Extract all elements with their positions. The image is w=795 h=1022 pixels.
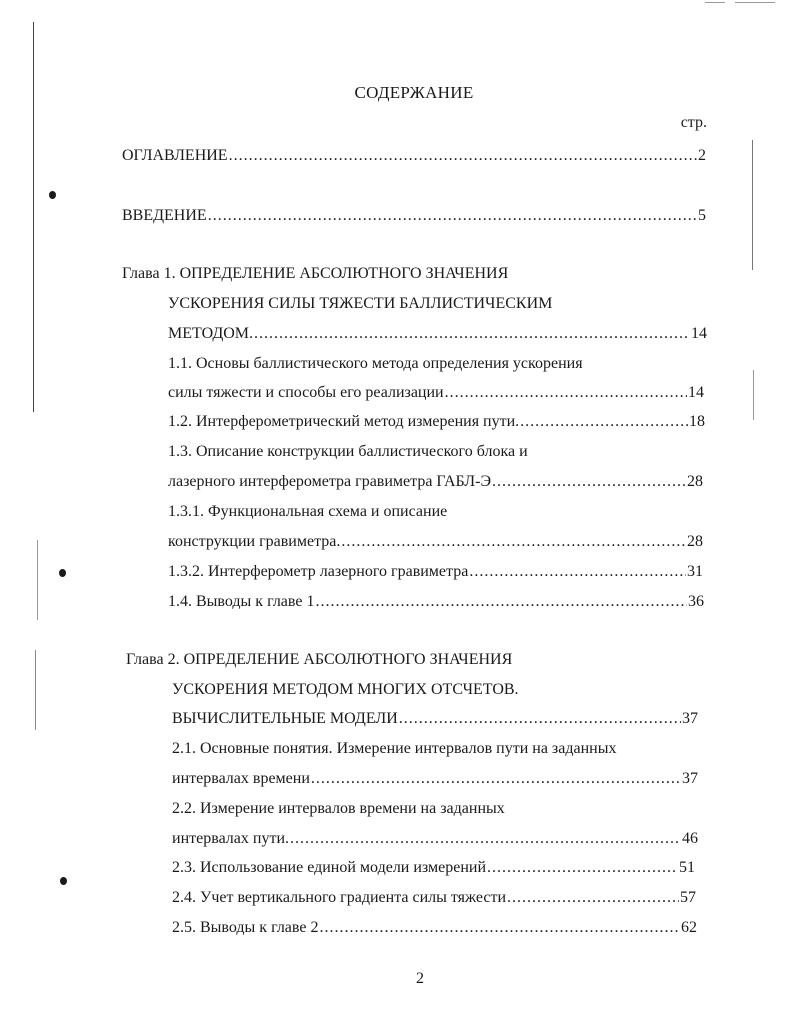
toc-entry[interactable]: [168, 472, 703, 492]
toc-entry[interactable]: [172, 829, 698, 849]
leader-dots: [399, 709, 681, 729]
scan-punch-dot: [49, 191, 56, 199]
toc-entry-text: ВВЕДЕНИЕ: [122, 207, 207, 224]
leader-dots: [487, 858, 678, 878]
toc-entry[interactable]: [168, 592, 704, 612]
toc-entry-text: 1.3.2. Интерферометр лазерного гравиметра: [168, 563, 469, 580]
toc-entry-page: 2: [698, 147, 706, 164]
toc-entry-page: 46: [682, 830, 698, 847]
scan-margin-line: [35, 650, 36, 730]
section-heading: 1.3.1. Функциональная схема и описание: [168, 503, 448, 520]
leader-dots: [315, 592, 687, 612]
scan-right-line: [752, 140, 753, 270]
scan-punch-dot: [60, 877, 67, 885]
toc-entry-page: 51: [679, 859, 695, 876]
toc-entry-text: 1.4. Выводы к главе 1: [168, 593, 315, 610]
scan-margin-line: [37, 540, 38, 620]
toc-entry-text: лазерного интерферометра гравиметра ГАБЛ-Э: [168, 473, 492, 490]
scan-right-line: [753, 370, 754, 420]
toc-entry[interactable]: [172, 858, 695, 878]
toc-entry-text: интервалах пути.: [172, 830, 290, 847]
leader-dots: [254, 324, 690, 344]
chapter-heading: УСКОРЕНИЯ СИЛЫ ТЯЖЕСТИ БАЛЛИСТИЧЕСКИМ: [168, 295, 553, 312]
toc-entry[interactable]: [168, 562, 703, 582]
toc-entry[interactable]: [172, 769, 698, 789]
toc-entry-page: 57: [680, 889, 696, 906]
toc-entry-page: 31: [687, 563, 703, 580]
toc-entry[interactable]: [122, 206, 706, 226]
leader-dots: [469, 562, 686, 582]
leader-dots: [208, 206, 697, 226]
leader-dots: [445, 383, 687, 403]
toc-entry-text: конструкции гравиметра.: [168, 533, 341, 550]
toc-entry-page: 37: [682, 710, 698, 727]
toc-entry-page: 62: [681, 919, 697, 936]
toc-entry-text: ВЫЧИСЛИТЕЛЬНЫЕ МОДЕЛИ: [172, 710, 398, 727]
leader-dots: [341, 532, 686, 552]
toc-entry-page: 14: [688, 384, 704, 401]
toc-entry[interactable]: [172, 709, 698, 729]
scan-punch-dot: [59, 569, 66, 577]
toc-entry[interactable]: [168, 412, 705, 432]
toc-entry[interactable]: [168, 324, 707, 344]
chapter-heading: Глава 1. ОПРЕДЕЛЕНИЕ АБСОЛЮТНОГО ЗНАЧЕНИЯ: [122, 265, 509, 282]
leader-dots: [520, 412, 688, 432]
toc-entry-page: 36: [688, 593, 704, 610]
toc-entry-text: 1.2. Интерферометрический метод измерения пути.: [168, 413, 520, 430]
toc-entry-page: 37: [682, 770, 698, 787]
chapter-heading: Глава 2. ОПРЕДЕЛЕНИЕ АБСОЛЮТНОГО ЗНАЧЕНИЯ: [126, 651, 513, 668]
leader-dots: [319, 918, 680, 938]
toc-entry[interactable]: [168, 532, 703, 552]
toc-entry-text: 2.4. Учет вертикального градиента силы тяжести: [172, 889, 507, 906]
leader-dots: [507, 888, 679, 908]
scan-corner-mark: [735, 2, 775, 3]
toc-entry-page: 14: [691, 325, 707, 342]
section-heading: 1.3. Описание конструкции баллистического блока и: [168, 443, 528, 460]
toc-entry-text: интервалах времени: [172, 770, 310, 787]
leader-dots: [229, 146, 697, 166]
toc-entry-page: 28: [687, 533, 703, 550]
section-heading: 2.2. Измерение интервалов времени на заданных: [172, 800, 505, 817]
toc-entry-text: 2.5. Выводы к главе 2: [172, 919, 319, 936]
toc-entry-text: 2.3. Использование единой модели измерений: [172, 859, 487, 876]
toc-entry-text: ОГЛАВЛЕНИЕ: [122, 147, 228, 164]
toc-entry-page: 28: [687, 473, 703, 490]
leader-dots: [290, 829, 681, 849]
section-heading: 1.1. Основы баллистического метода определения ускорения: [168, 355, 583, 372]
toc-entry[interactable]: [172, 918, 697, 938]
chapter-heading: УСКОРЕНИЯ МЕТОДОМ МНОГИХ ОТСЧЕТОВ.: [172, 681, 519, 698]
scan-corner-mark: [705, 2, 725, 3]
toc-entry-page: 18: [689, 413, 705, 430]
toc-entry-page: 5: [698, 207, 706, 224]
toc-entry-text: МЕТОДОМ.: [168, 325, 254, 342]
toc-entry-text: силы тяжести и способы его реализации: [168, 384, 444, 401]
toc-entry[interactable]: [168, 383, 704, 403]
page-title: СОДЕРЖАНИЕ: [354, 83, 474, 102]
page-column-label: стр.: [680, 114, 707, 131]
leader-dots: [492, 472, 686, 492]
toc-entry[interactable]: [172, 888, 696, 908]
leader-dots: [311, 769, 681, 789]
section-heading: 2.1. Основные понятия. Измерение интервалов пути на заданных: [172, 740, 617, 757]
toc-entry[interactable]: [122, 146, 706, 166]
page-number: 2: [416, 970, 424, 987]
scan-margin-line: [33, 22, 34, 412]
